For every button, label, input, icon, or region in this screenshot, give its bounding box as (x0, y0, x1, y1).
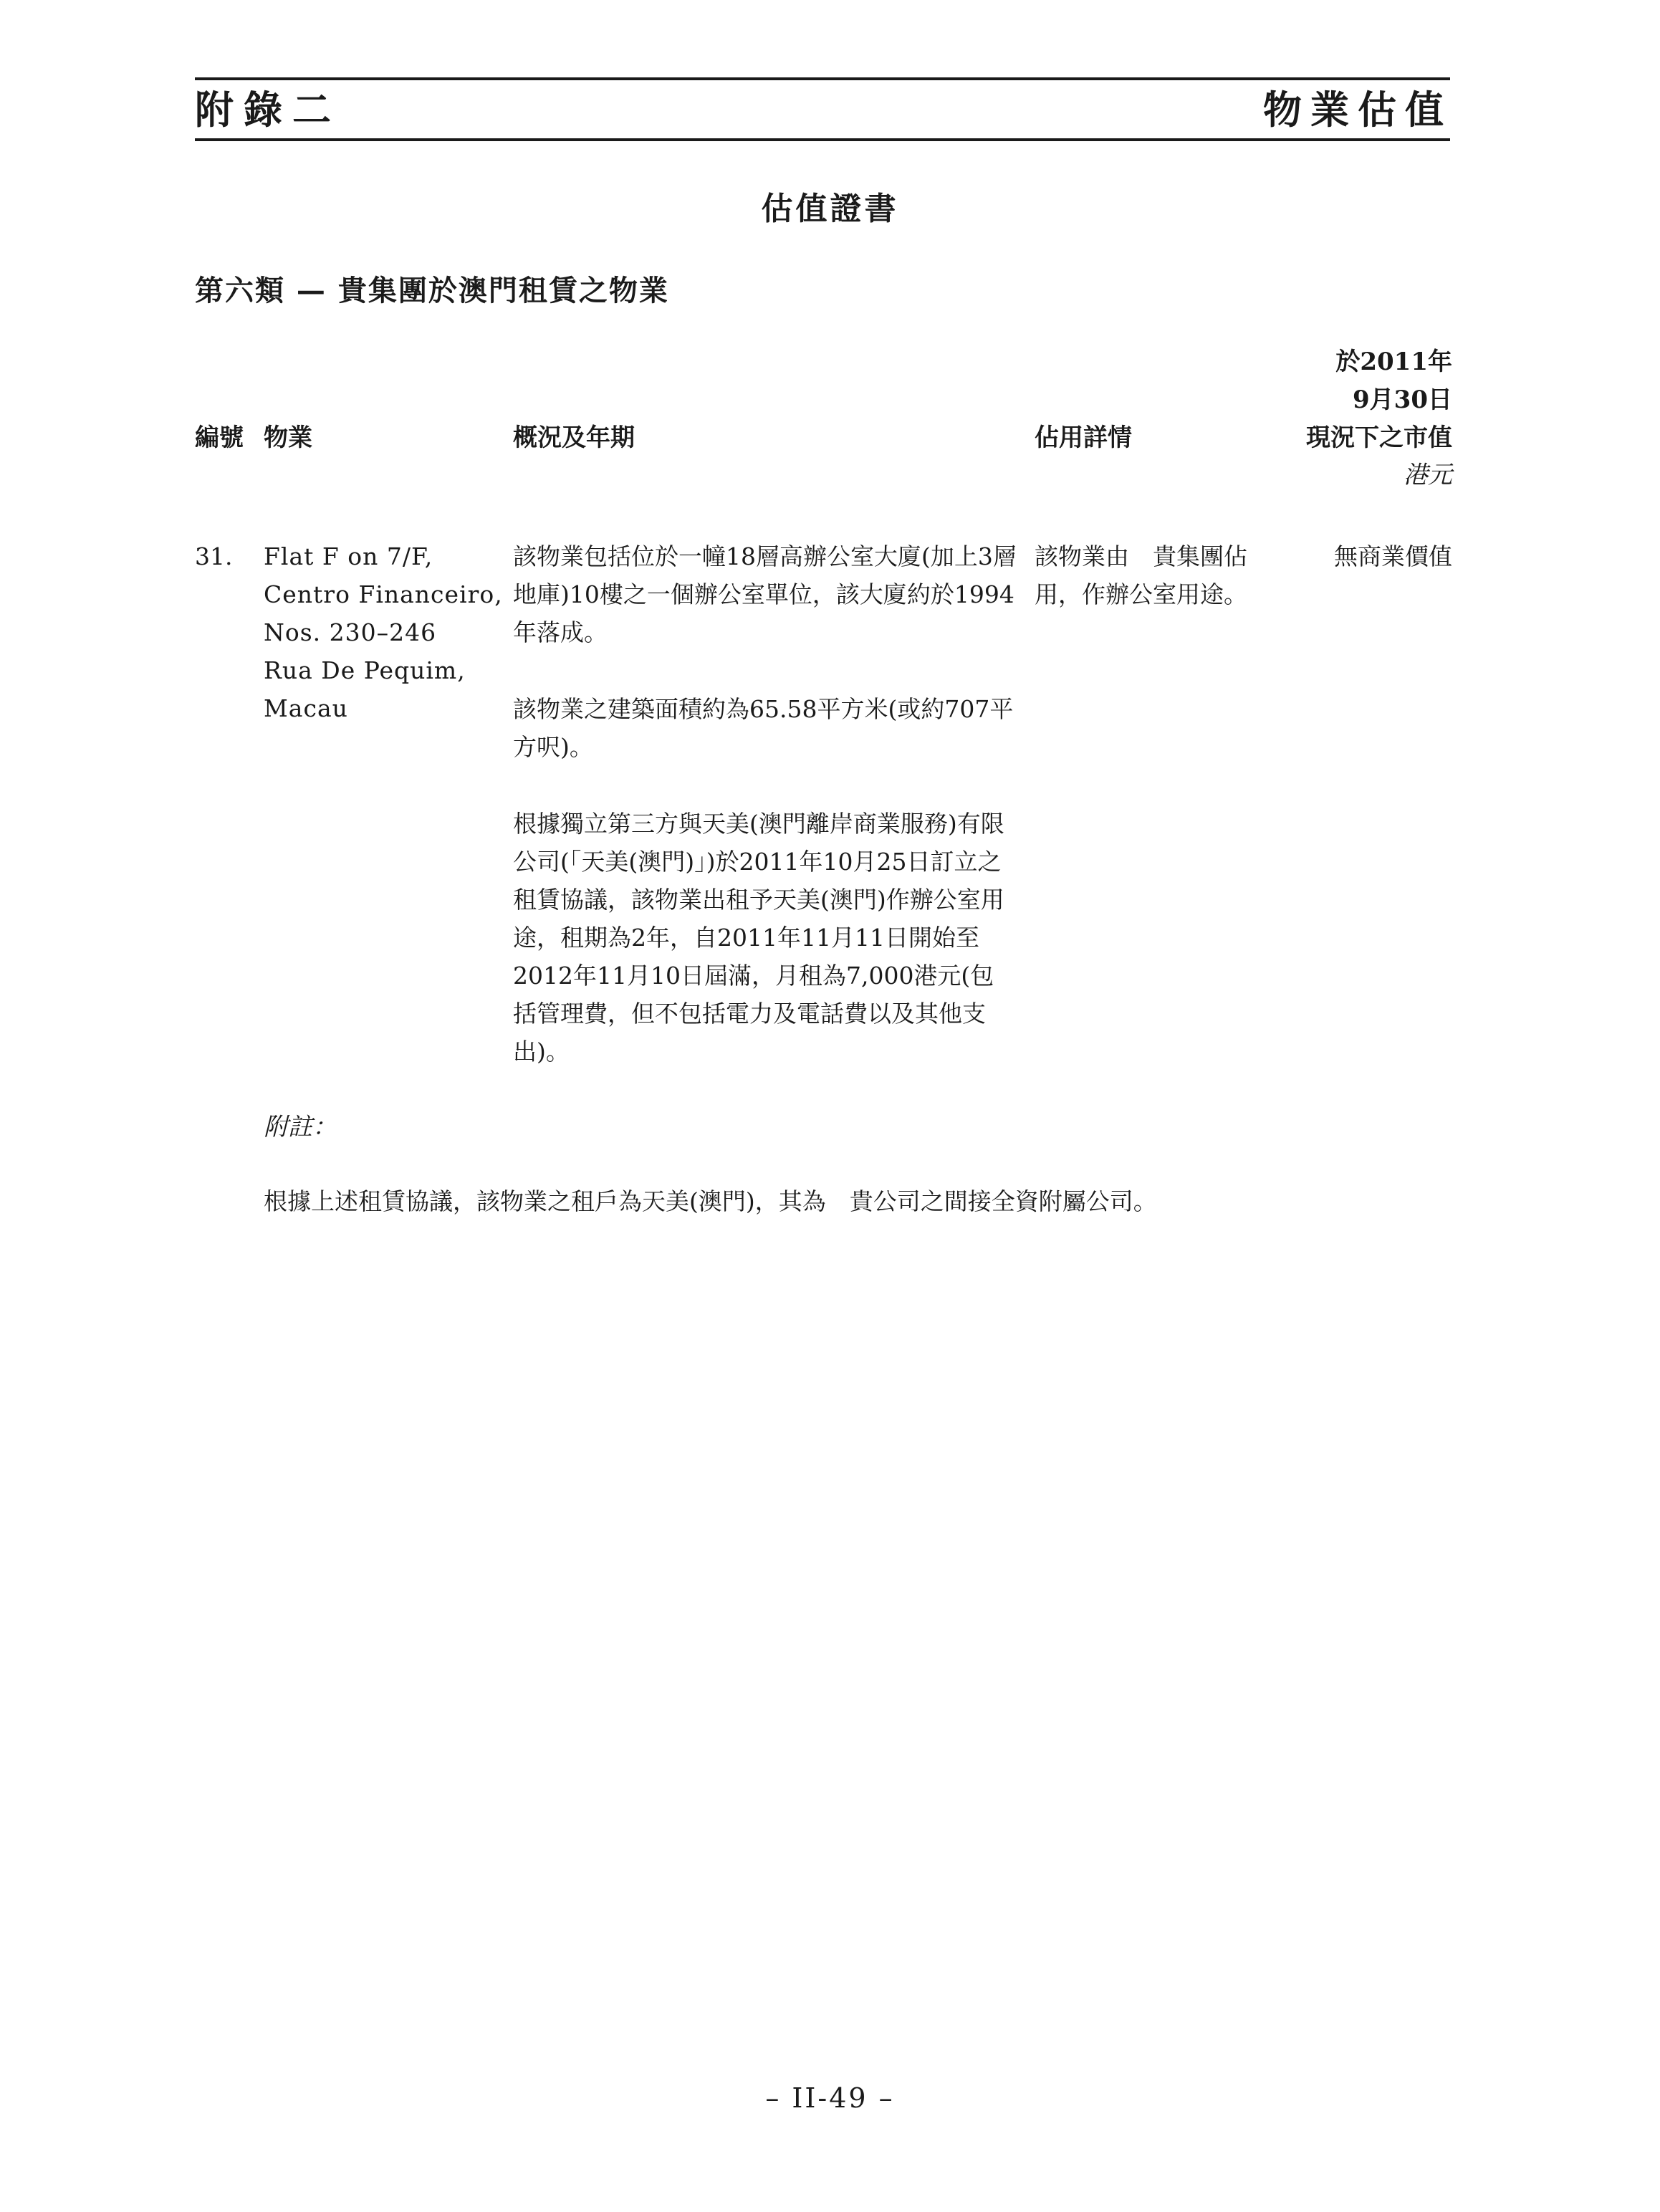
header-bottom-rule (195, 138, 1450, 141)
section-title: 第六類 — 貴集團於澳門租賃之物業 (195, 274, 669, 307)
header-market-value: 現況下之市值 (1306, 423, 1452, 452)
header-property: 物業 (264, 423, 312, 452)
header-occupancy: 佔用詳情 (1035, 423, 1132, 452)
description-paragraph-area: 該物業之建築面積約為65.58平方米(或約707平方呎)。 (513, 695, 1014, 761)
header-no: 編號 (195, 423, 244, 452)
note-label: 附註： (264, 1113, 337, 1141)
property-address (264, 537, 503, 727)
header-currency: 港元 (1404, 461, 1452, 489)
property-address-line: Flat F on 7/F, (264, 542, 433, 570)
header-value-date-2: 9月30日 (1353, 386, 1452, 414)
section-header-label: 物業估值 (1263, 87, 1452, 133)
property-address-line: Rua De Pequim, (264, 656, 466, 684)
appendix-label: 附錄二 (195, 87, 341, 133)
market-value: 無商業價值 (1334, 542, 1452, 570)
property-address-line: Centro Financeiro, (264, 580, 503, 608)
page-number: – II-49 – (765, 2082, 895, 2114)
note-text: 根據上述租賃協議，該物業之租戶為天美(澳門)，其為 貴公司之間接全資附屬公司。 (264, 1187, 1157, 1215)
description-paragraph-lease: 根據獨立第三方與天美(澳門離岸商業服務)有限公司(「天美(澳門)」)於2011年10月25日訂立之租賃協議，該物業出租予天美(澳門)作辦公室用途，租期為2年，自2011年11月11日開始至2012年11月10日屆滿，月租為7,000港元(包括管理費，但不包括電力及電話費以及其他支出)。 (513, 810, 1004, 1066)
header-top-rule (195, 77, 1450, 80)
property-description (513, 537, 1017, 1109)
property-address-line: Nos. 230–246 (264, 618, 437, 646)
row-number: 31. (195, 542, 233, 570)
property-address-line: Macau (264, 694, 348, 722)
description-paragraph-building: 該物業包括位於一幢18層高辦公室大廈(加上3層地庫)10樓之一個辦公室單位，該大廈約於1994年落成。 (513, 542, 1017, 646)
header-description: 概況及年期 (513, 423, 635, 452)
occupancy-details: 該物業由 貴集團佔用，作辦公室用途。 (1035, 542, 1247, 608)
header-value-date-1: 於2011年 (1335, 348, 1452, 376)
document-title: 估值證書 (761, 191, 899, 227)
